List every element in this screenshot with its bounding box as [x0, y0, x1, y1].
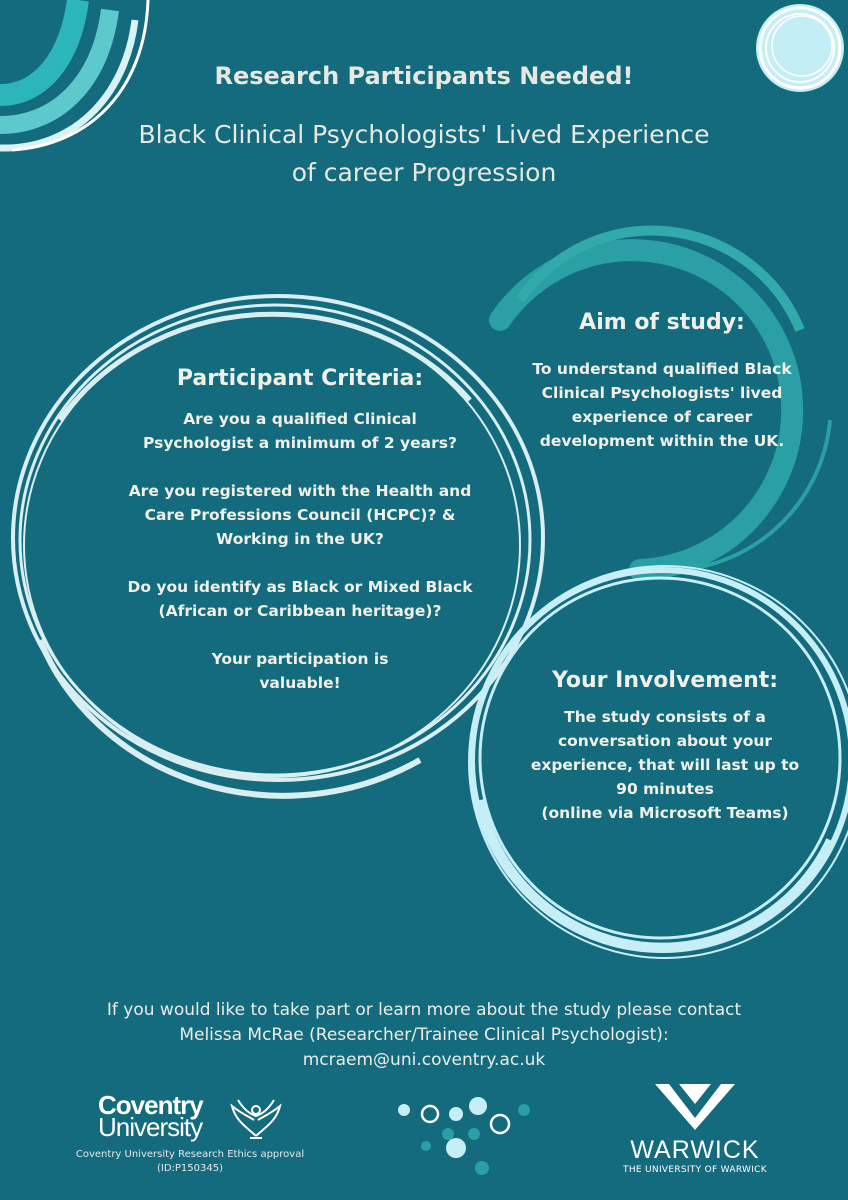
aim-of-study: [512, 310, 812, 453]
text-line: The study consists of a: [564, 708, 766, 726]
text-line: Do you identify as Black or Mixed Black: [127, 578, 473, 596]
text-line: Psychologist a minimum of 2 years?: [143, 434, 457, 452]
text-line: 90 minutes: [616, 780, 714, 798]
contact-info: [0, 998, 848, 1073]
criteria-heading: Participant Criteria:: [176, 366, 424, 391]
contact-line: If you would like to take part or learn more about the study please contact: [106, 1000, 742, 1020]
text-line: experience of career: [571, 408, 753, 426]
warwick-logo: [610, 1084, 780, 1175]
text-line: conversation about your: [557, 732, 773, 750]
text-line: Clinical Psychologists' lived: [541, 384, 783, 402]
text-line: valuable!: [259, 674, 341, 692]
criteria-closing: [100, 647, 500, 695]
text-line: (African or Caribbean heritage)?: [158, 602, 442, 620]
ethics-approval: [60, 1148, 320, 1176]
page-title: Research Participants Needed!: [214, 62, 634, 90]
criteria-question: [100, 407, 500, 455]
criteria-question: [100, 575, 500, 623]
study-title-line: Black Clinical Psychologists' Lived Experience: [138, 120, 710, 149]
contact-email[interactable]: mcraem@uni.coventry.ac.uk: [302, 1050, 546, 1070]
text-line: To understand qualified Black: [532, 360, 792, 378]
warwick-wordmark: WARWICK: [630, 1136, 760, 1164]
coventry-wordmark: Coventry: [98, 1090, 203, 1120]
your-involvement: [500, 668, 830, 825]
network-dots-icon: [390, 1094, 540, 1184]
text-line: Are you a qualified Clinical: [183, 410, 417, 428]
text-line: (online via Microsoft Teams): [541, 804, 789, 822]
aim-text: [512, 357, 812, 453]
text-line: Are you registered with the Health and: [128, 482, 472, 500]
study-title: [60, 116, 788, 192]
contact-line: Melissa McRae (Researcher/Trainee Clinical Psychologist):: [179, 1025, 669, 1045]
text-line: Coventry University Research Ethics approval: [75, 1149, 305, 1160]
coventry-university-logo: [60, 1090, 320, 1176]
university-wordmark: University: [98, 1112, 203, 1142]
text-line: development within the UK.: [539, 432, 785, 450]
warwick-subtitle: THE UNIVERSITY OF WARWICK: [623, 1165, 767, 1175]
text-line: Your participation is: [211, 650, 389, 668]
criteria-question: [100, 479, 500, 551]
text-line: (ID:P150345): [156, 1163, 224, 1174]
warwick-w-icon: [655, 1084, 735, 1130]
study-title-line: of career Progression: [291, 158, 557, 187]
participant-criteria: [100, 366, 500, 719]
phoenix-icon: [228, 1092, 284, 1140]
text-line: experience, that will last up to: [530, 756, 800, 774]
text-line: Working in the UK?: [216, 530, 384, 548]
text-line: Care Professions Council (HCPC)? &: [144, 506, 456, 524]
involvement-text: [500, 705, 830, 825]
involvement-heading: Your Involvement:: [551, 668, 779, 693]
aim-heading: Aim of study:: [579, 310, 745, 335]
